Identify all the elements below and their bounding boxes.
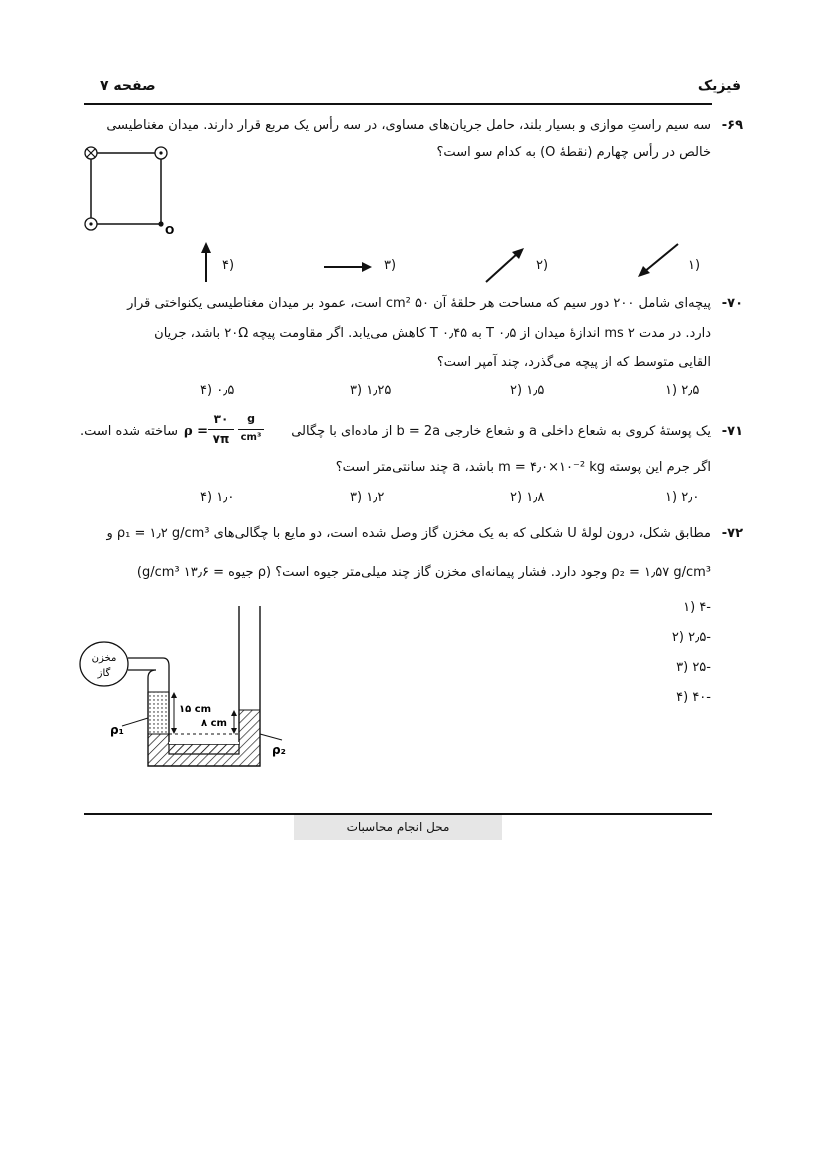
- subject-title: فیزیک: [697, 78, 741, 94]
- q70-line-2: دارد. در مدت ۲ ms اندازهٔ میدان از ۰٫۵ T به ۰٫۴۵ T کاهش می‌یابد. اگر مقاومت پیچه ۲۰Ω باشد، جریان: [154, 326, 711, 341]
- height-8-label: ۸ cm: [201, 718, 227, 729]
- height-15-label: ۱۵ cm: [179, 704, 212, 715]
- q72-line-1: مطابق شکل، درون لولهٔ U شکلی که به یک مخزن گاز وصل شده است، دو مایع با چگالی‌های ρ₁ = ۱٫۲ g/cm³ و: [106, 526, 711, 541]
- q70-line-3: القایی متوسط که از پیچه می‌گذرد، چند آمپر است؟: [436, 355, 711, 370]
- arrow-up-icon: [198, 240, 214, 284]
- u-tube-figure: [76, 606, 286, 774]
- fraction-bar: [208, 429, 234, 430]
- wire-out-of-page-icon: [155, 147, 167, 159]
- q71-option-4: ۱٫۰ (۴: [200, 490, 235, 505]
- q69-option-2-label: (۲: [536, 258, 549, 273]
- q69-option-3-label: (۳: [384, 258, 397, 273]
- tank-label-1: مخزن: [91, 653, 117, 664]
- rho-2-label: ρ₂: [272, 743, 286, 757]
- q72-option-4: -۴۰ (۴: [676, 690, 711, 705]
- q70-option-3: ۱٫۲۵ (۳: [350, 383, 392, 398]
- header-divider: [84, 103, 712, 105]
- wire-out-of-page-icon: [85, 218, 97, 230]
- q70-option-1: ۲٫۵ (۱: [665, 383, 700, 398]
- q72-option-2: -۲٫۵ (۲: [671, 630, 711, 645]
- q69-square-figure: [80, 142, 180, 238]
- arrow-right-icon: [322, 260, 374, 274]
- density-fraction: [184, 412, 266, 448]
- tank-label-2: گاز: [97, 668, 111, 679]
- q71-option-2: ۱٫۸ (۲: [510, 490, 545, 505]
- q71-option-3: ۱٫۲ (۳: [350, 490, 385, 505]
- point-o-dot: [158, 221, 163, 226]
- q70-option-4: ۰٫۵ (۴: [200, 383, 235, 398]
- wire-into-page-icon: [85, 147, 97, 159]
- point-o-label: O: [165, 224, 175, 237]
- unit-numerator: g: [247, 412, 255, 425]
- liquid-1: [149, 692, 168, 734]
- q70-number: -۷۰: [721, 296, 743, 311]
- calculation-area-label: محل انجام محاسبات: [294, 815, 502, 840]
- gas-tank: [80, 642, 128, 686]
- q72-option-1: -۴ (۱: [683, 600, 711, 615]
- q72-option-3: -۲۵ (۳: [676, 660, 711, 675]
- q69-line-1: سه سیم راستِ موازی و بسیار بلند، حامل جریان‌های مساوی، در سه رأس یک مربع قرار دارند. میدان مغناطیسی: [106, 118, 711, 133]
- q71-line-2: اگر جرم این پوسته m = ۴٫۰×۱۰⁻² kg باشد، a چند سانتی‌متر است؟: [335, 460, 711, 475]
- q69-line-2: خالص در رأس چهارم (نقطهٔ O) به کدام سو است؟: [436, 145, 711, 160]
- q69-option-4-label: (۴: [222, 258, 235, 273]
- page-number: صفحه ۷: [100, 78, 156, 94]
- q72-number: -۷۲: [721, 526, 743, 541]
- rho-denominator: ۷π: [212, 432, 230, 446]
- q70-option-2: ۱٫۵ (۲: [510, 383, 545, 398]
- arrow-down-left-icon: [634, 240, 682, 280]
- rho-symbol: ρ =: [184, 424, 209, 439]
- q72-line-2: ρ₂ = ۱٫۵۷ g/cm³ وجود دارد. فشار پیمانه‌ای مخزن گاز چند میلی‌متر جیوه است؟ (ρ جیوه = ۱۳٫۶ g/cm³): [136, 565, 711, 580]
- q71-line-1a: یک پوستهٔ کروی به شعاع داخلی a و شعاع خارجی b = 2a از ماده‌ای با چگالی: [291, 424, 711, 439]
- q69-number: -۶۹: [721, 118, 743, 133]
- q69-option-1-label: (۱: [688, 258, 701, 273]
- rho-1-label: ρ₁: [110, 723, 124, 737]
- rho-numerator: ۳۰: [213, 412, 229, 426]
- q71-option-1: ۲٫۰ (۱: [665, 490, 700, 505]
- q71-number: -۷۱: [721, 424, 743, 439]
- unit-fraction-bar: [238, 429, 264, 430]
- arrow-up-right-icon: [482, 244, 528, 286]
- q71-line-1b: ساخته شده است.: [80, 424, 178, 439]
- unit-denominator: cm³: [240, 432, 262, 443]
- q70-line-1: پیچه‌ای شامل ۲۰۰ دور سیم که مساحت هر حلقهٔ آن ۵۰ cm² است، عمود بر میدان مغناطیسی یکنواختی قرار: [127, 296, 711, 311]
